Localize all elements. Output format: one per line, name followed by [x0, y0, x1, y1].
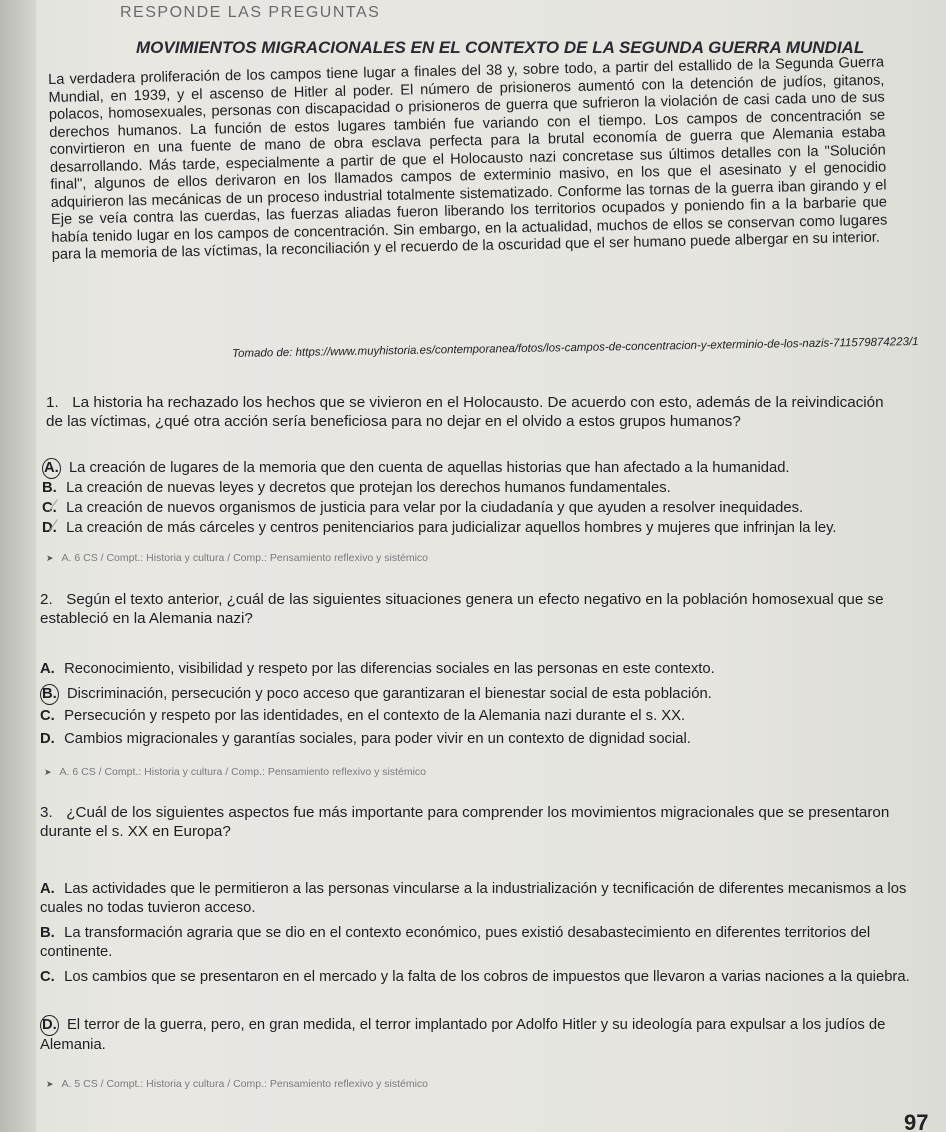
- option-text: Reconocimiento, visibilidad y respeto por las diferencias sociales en las personas en este contexto.: [64, 661, 715, 677]
- question-number: 2.: [40, 591, 53, 608]
- option-text: La transformación agraria que se dio en el contexto económico, pues existió desabastecimiento en diferentes territorios del continente.: [40, 925, 871, 960]
- q3-option-b[interactable]: [40, 924, 910, 962]
- page-title: MOVIMIENTOS MIGRACIONALES EN EL CONTEXTO DE LA SEGUNDA GUERRA MUNDIAL: [136, 38, 865, 57]
- q3-option-a[interactable]: [40, 880, 910, 918]
- option-letter: D.: [40, 1015, 59, 1036]
- q2-option-c[interactable]: [40, 707, 685, 726]
- option-letter: A.: [40, 881, 55, 897]
- q2-option-a[interactable]: [40, 660, 715, 679]
- option-text: El terror de la guerra, pero, en gran medida, el terror implantado por Adolfo Hitler y su ideología para expulsar a los judíos de Alemania.: [40, 1017, 886, 1053]
- option-text: Discriminación, persecución y poco acceso que garantizaran el bienestar social de esta población.: [66, 686, 712, 702]
- option-text: Persecución y respeto por las identidades, en el contexto de la Alemania nazi durante el s. XX.: [64, 708, 686, 724]
- q2-option-b[interactable]: [40, 684, 712, 705]
- chevron-right-icon: ➤: [46, 1079, 54, 1089]
- q3-option-c[interactable]: [40, 968, 910, 987]
- section-header: RESPONDE LAS PREGUNTAS: [120, 4, 381, 21]
- option-letter: B.: [40, 925, 55, 941]
- option-letter: B.: [42, 480, 57, 496]
- q1-option-a[interactable]: [42, 458, 790, 479]
- reading-passage: La verdadera proliferación de los campos tiene lugar a finales del 38 y, sobre todo, a partir del estallido de la Segunda Guerra Mundial, en 1939, y el ascenso de Hitler al poder. El número de prisioneros aumentó con la detención de judíos, gitanos, polacos, homosexuales, personas con discapacidad o prisioneros de guerra que sufrieron la violación de casi cada uno de sus derechos humanos. La función de estos lugares también fue variando con el tiempo. Los campos de concentración se convirtieron en una fuente de mano de obra esclava perfecta para la brutal economía de guerra que Alemania estaba desarrollando. Más tarde, especialmente a partir de que el Holocausto nazi concretase sus últimos detalles con la "Solución final", algunos de ellos derivaron en los llamados campos de exterminio masivo, en los que el asesinato y el genocidio adquirieron las mecánicas de un proceso industrial totalmente sistematizado. Conforme las tornas de la guerra iban girando y el Eje se veía contra las cuerdas, las fuerzas aliadas fueron liberando los territorios ocupados y poniendo fin a la barbarie que había tenido lugar en los campos de concentración. Sin embargo, en la actualidad, muchos de ellos se conservan como lugares para la memoria de las víctimas, la reconciliación y el recuerdo de la oscuridad que el ser humano puede albergar en su interior.: [48, 54, 888, 263]
- option-letter: D.: [42, 519, 62, 538]
- option-text: La creación de más cárceles y centros penitenciarios para judicializar aquellos hombres y mujeres que infrinjan la ley.: [66, 520, 837, 536]
- chevron-right-icon: ➤: [46, 553, 54, 563]
- q1-option-b[interactable]: [42, 479, 671, 498]
- option-letter: A.: [40, 661, 55, 677]
- chevron-right-icon: ➤: [44, 767, 52, 777]
- q3-option-d[interactable]: [40, 1015, 910, 1055]
- q1-option-d[interactable]: [42, 519, 837, 538]
- option-text: La creación de nuevos organismos de justicia para velar por la ciudadanía y que ayuden a resolver inequidades.: [66, 500, 804, 516]
- option-letter: A.: [42, 458, 61, 479]
- passage-source: Tomado de: https://www.muyhistoria.es/contemporanea/fotos/los-campos-de-concentracion-y-exterminio-de-los-nazis-711579874223/1: [232, 336, 919, 360]
- option-text: Las actividades que le permitieron a las personas vincularse a la industrialización y tecnificación de diferentes mecanismos a los cuales no todas tuvieron acceso.: [40, 881, 907, 916]
- option-letter: B.: [40, 684, 59, 705]
- q2-competency-note: ➤ A. 6 CS / Compt.: Historia y cultura / Comp.: Pensamiento reflexivo y sistémico: [44, 766, 427, 778]
- option-text: Los cambios que se presentaron en el mercado y la falta de los cobros de impuestos que llevaron a varias naciones a la quiebra.: [64, 969, 910, 985]
- q2-option-d[interactable]: [40, 730, 691, 749]
- question-1: [46, 393, 886, 431]
- question-text: Según el texto anterior, ¿cuál de las siguientes situaciones genera un efecto negativo en la población homosexual que se estableció en la Alemania nazi?: [40, 591, 884, 627]
- question-number: 3.: [40, 804, 53, 821]
- question-text: ¿Cuál de los siguientes aspectos fue más importante para comprender los movimientos migracionales que se presentaron durante el s. XX en Europa?: [40, 804, 890, 840]
- question-text: La historia ha rechazado los hechos que se vivieron en el Holocausto. De acuerdo con esto, además de la reivindicación de las víctimas, ¿qué otra acción sería beneficiosa para no dejar en el olvido a estos grupos humanos?: [46, 394, 884, 430]
- option-letter: C.: [42, 499, 62, 518]
- question-3: [40, 803, 900, 841]
- option-letter: C.: [40, 969, 55, 985]
- question-number: 1.: [46, 394, 59, 411]
- page-number: 97: [904, 1110, 929, 1132]
- q3-competency-note: ➤ A. 5 CS / Compt.: Historia y cultura / Comp.: Pensamiento reflexivo y sistémico: [46, 1078, 429, 1090]
- option-text: La creación de lugares de la memoria que den cuenta de aquellas historias que han afectado a la humanidad.: [68, 460, 790, 476]
- question-2: [40, 590, 890, 628]
- option-text: La creación de nuevas leyes y decretos que protejan los derechos humanos fundamentales.: [66, 480, 671, 496]
- q1-option-c[interactable]: [42, 499, 803, 518]
- q1-competency-note: ➤ A. 6 CS / Compt.: Historia y cultura / Comp.: Pensamiento reflexivo y sistémico: [46, 552, 429, 564]
- previous-page-edge: [0, 0, 36, 1132]
- option-text: Cambios migracionales y garantías sociales, para poder vivir en un contexto de dignidad social.: [64, 731, 691, 747]
- option-letter: C.: [40, 708, 55, 724]
- option-letter: D.: [40, 731, 55, 747]
